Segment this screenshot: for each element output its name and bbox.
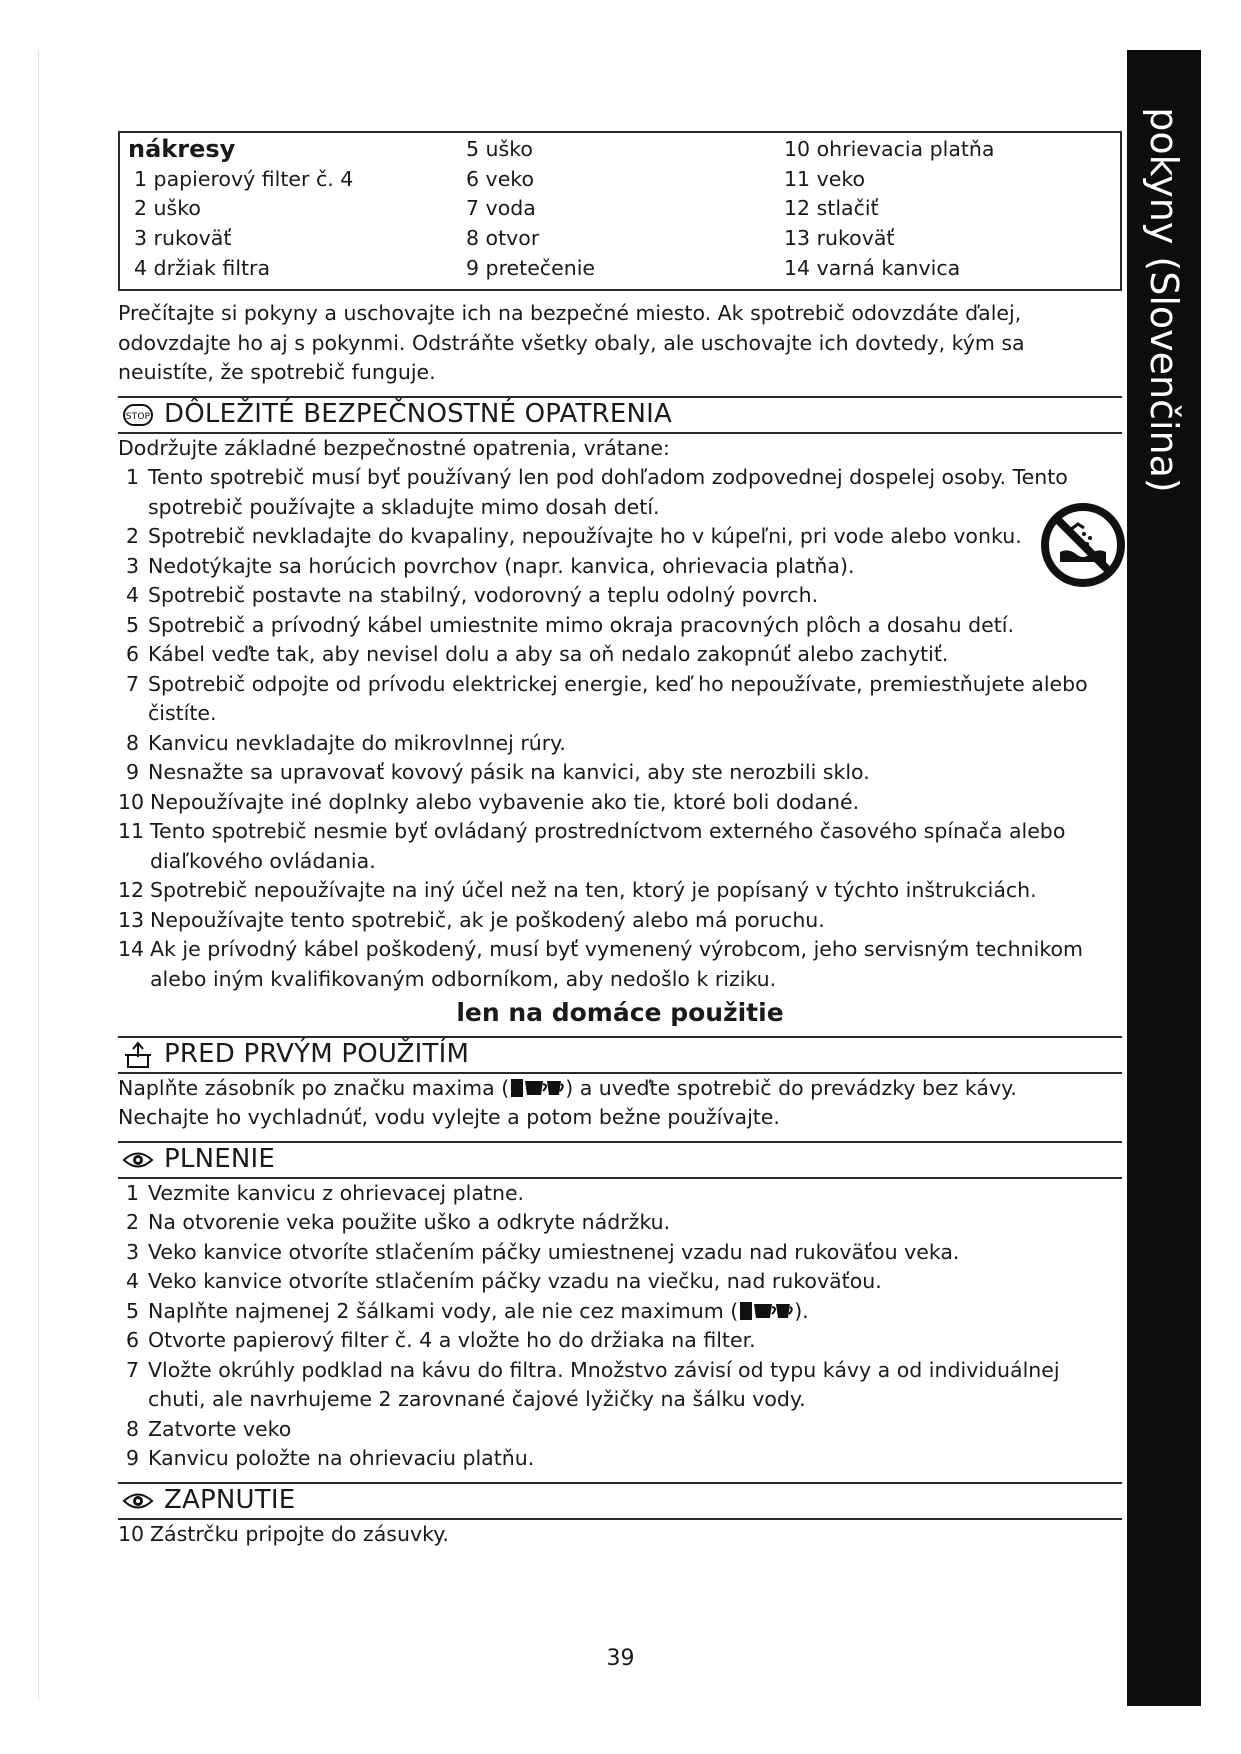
list-item: 3 Veko kanvice otvoríte stlačením páčky umiestnenej vzadu nad rukoväťou veka.: [126, 1239, 960, 1264]
part-item: 8 otvor: [466, 226, 540, 251]
filling-list: [118, 1179, 1122, 1474]
list-item: 10 Zástrčku pripojte do zásuvky.: [118, 1521, 449, 1546]
safety-lead: Dodržujte základné bezpečnostné opatrenia, vrátane:: [118, 435, 670, 460]
switch-on-list: [118, 1520, 1122, 1550]
part-item: 14 varná kanvica: [784, 255, 961, 280]
part-item: 13 rukoväť: [784, 226, 895, 251]
part-item: 2 uško: [134, 196, 201, 221]
page-number: 39: [606, 1646, 635, 1671]
eye-icon: [122, 1488, 154, 1514]
safety-list: [118, 463, 1122, 994]
part-item: 5 uško: [466, 137, 533, 161]
household-use-note: len na domáce použitie: [456, 998, 784, 1027]
page-edge-line: [38, 50, 39, 1700]
list-item: 1 Tento spotrebič musí byť používaný len pod dohľadom zodpovednej dospelej osoby. Tento spotrebič používajte a skladujte mimo dosah detí.: [126, 465, 1068, 519]
svg-text:STOP: STOP: [125, 411, 151, 422]
intro-paragraph: Prečítajte si pokyny a uschovajte ich na bezpečné miesto. Ak spotrebič odovzdáte ďalej, odovzdajte ho aj s pokynmi. Odstráňte všetky obaly, ale uschovajte ich dovtedy, kým sa neuistíte, že spotrebič funguje.: [118, 301, 1025, 384]
first-use-line-1: Naplňte zásobník po značku maxima ( ) a uveďte spotrebič do prevádzky bez kávy.: [118, 1075, 1017, 1100]
list-item: 11 Tento spotrebič nesmie byť ovládaný prostredníctvom externého časového spínača alebo diaľkového ovládania.: [118, 819, 1066, 873]
max-cups-icon: [509, 1077, 565, 1099]
part-item: 4 držiak filtra: [134, 255, 271, 280]
list-item: 6 Otvorte papierový filter č. 4 a vložte ho do držiaka na filter.: [126, 1328, 756, 1352]
list-item: 14 Ak je prívodný kábel poškodený, musí byť vymenený výrobcom, jeho servisným technikom alebo iným kvalifikovaným odborníkom, aby nedošlo k riziku.: [118, 937, 1084, 991]
list-item: 4 Spotrebič postavte na stabilný, vodorovný a teplu odolný povrch.: [126, 583, 819, 607]
list-item: 9 Kanvicu položte na ohrievaciu platňu.: [126, 1446, 535, 1470]
part-item: 6 veko: [466, 166, 534, 191]
list-item: 5 Naplňte najmenej 2 šálkami vody, ale nie cez maximum ( ).: [126, 1298, 809, 1323]
list-item: 6 Kábel veďte tak, aby nevisel dolu a aby sa oň nedalo zakopnúť alebo zachytiť.: [126, 642, 949, 666]
first-use-line-2: Nechajte ho vychladnúť, vodu vylejte a potom bežne používajte.: [118, 1105, 780, 1129]
list-item: 8 Kanvicu nevkladajte do mikrovlnnej rúry.: [126, 730, 566, 755]
parts-legend-box: [118, 131, 1122, 291]
safety-section-header: [118, 396, 1122, 434]
list-item: 8 Zatvorte veko: [126, 1416, 292, 1441]
list-item: 10 Nepoužívajte iné doplnky alebo vybavenie ako tie, ktoré boli dodané.: [118, 789, 860, 814]
max-cups-icon: [738, 1300, 794, 1322]
parts-column-1: [128, 135, 353, 283]
part-item: 1 papierový filter č. 4: [134, 166, 354, 191]
filling-section-header: [118, 1141, 1122, 1179]
list-item: 1 Vezmite kanvicu z ohrievacej platne.: [126, 1180, 525, 1205]
switch-on-title: ZAPNUTIE: [164, 1484, 296, 1515]
list-item: 7 Spotrebič odpojte od prívodu elektrickej energie, keď ho nepoužívate, premiestňujete alebo čistíte.: [126, 671, 1088, 725]
parts-title: nákresy: [128, 135, 236, 163]
part-item: 3 rukoväť: [134, 226, 232, 251]
switch-on-section-header: [118, 1482, 1122, 1520]
list-item: 4 Veko kanvice otvoríte stlačením páčky vzadu na viečku, nad rukoväťou.: [126, 1269, 882, 1293]
list-item: 2 Na otvorenie veka použite uško a odkryte nádržku.: [126, 1210, 671, 1234]
side-tab-label: pokyny (Slovenčina): [1142, 107, 1186, 493]
first-use-title: PRED PRVÝM POUŽITÍM: [164, 1038, 470, 1069]
page-content: [118, 131, 1122, 1549]
parts-column-3: [784, 135, 994, 283]
part-item: 12 stlačiť: [784, 196, 879, 221]
safety-title: DÔLEŽITÉ BEZPEČNOSTNÉ OPATRENIA: [164, 398, 672, 429]
list-item: 12 Spotrebič nepoužívajte na iný účel než na ten, ktorý je popísaný v týchto inštrukciách.: [118, 878, 1037, 902]
parts-column-2: [466, 135, 595, 283]
list-item: 5 Spotrebič a prívodný kábel umiestnite mimo okraja pracovných plôch a dosahu detí.: [126, 612, 1014, 637]
list-item: 13 Nepoužívajte tento spotrebič, ak je poškodený alebo má poruchu.: [118, 907, 825, 932]
list-item: 2 Spotrebič nevkladajte do kvapaliny, nepoužívajte ho v kúpeľni, pri vode alebo vonku.: [126, 524, 1022, 548]
list-item: 9 Nesnažte sa upravovať kovový pásik na kanvici, aby ste nerozbili sklo.: [126, 760, 870, 784]
unpack-box-icon: [122, 1042, 154, 1068]
first-use-section-header: [118, 1036, 1122, 1074]
stop-icon: [122, 402, 154, 428]
part-item: 10 ohrievacia platňa: [784, 137, 995, 161]
list-item: 3 Nedotýkajte sa horúcich povrchov (napr. kanvica, ohrievacia platňa).: [126, 553, 855, 578]
part-item: 7 voda: [466, 196, 536, 221]
list-item: 7 Vložte okrúhly podklad na kávu do filtra. Množstvo závisí od typu kávy a od individuálnej chuti, ale navrhujeme 2 zarovnané čajové lyžičky na šálku vody.: [126, 1357, 1060, 1411]
part-item: 9 pretečenie: [466, 255, 595, 280]
filling-title: PLNENIE: [164, 1143, 275, 1174]
part-item: 11 veko: [784, 166, 866, 191]
eye-icon: [122, 1147, 154, 1173]
